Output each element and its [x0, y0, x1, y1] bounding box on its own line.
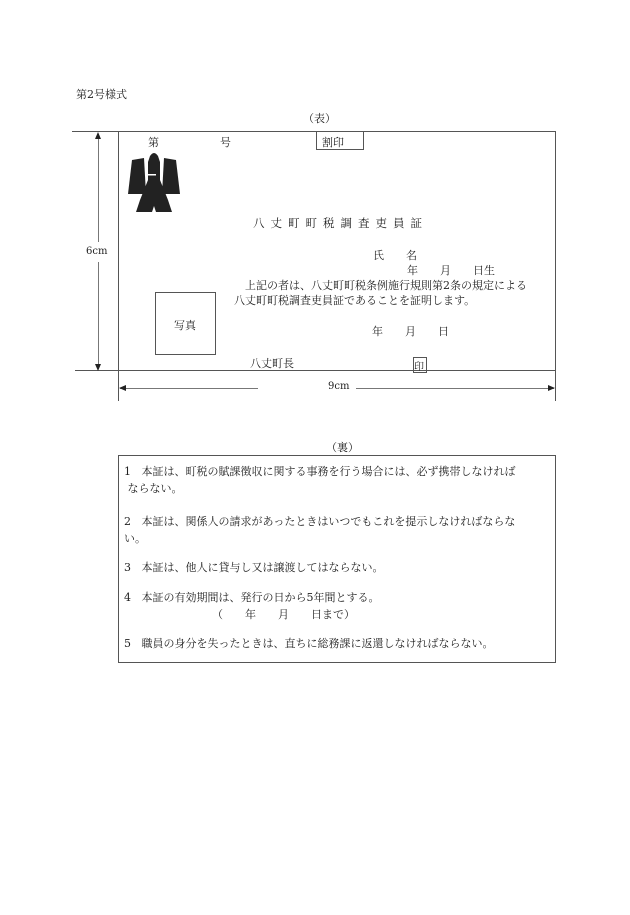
item-text: 本証の有効期間は、発行の日から5年間とする。	[141, 591, 380, 604]
card-right-border	[555, 131, 556, 401]
item-number: 3	[124, 561, 131, 574]
mayor-label: 八丈町長	[250, 357, 294, 370]
arrow-left-icon	[119, 385, 126, 391]
item-continuation: （ 年 月 日まで）	[212, 608, 355, 621]
mayor-seal-box	[413, 357, 427, 373]
item-text: 職員の身分を失ったときは、直ちに総務課に返還しなければならない。	[141, 637, 494, 650]
item-continuation: い。	[124, 532, 146, 545]
back-section-label: （裏）	[326, 441, 359, 454]
item-text: 本証は、他人に貸与し又は譲渡してはならない。	[141, 561, 384, 574]
birth-date-line: 年 月 日生	[407, 264, 495, 277]
item-number: 2	[124, 515, 131, 528]
form-label: 第2号様式	[76, 88, 127, 101]
photo-label: 写真	[174, 319, 196, 332]
certify-text-line1: 上記の者は、八丈町町税条例施行規則第2条の規定による	[245, 279, 527, 292]
back-item-3	[124, 559, 554, 576]
back-item-4	[124, 589, 554, 623]
arrow-up-icon	[95, 132, 101, 139]
card-bottom-border	[75, 370, 556, 371]
back-item-2	[124, 513, 554, 547]
photo-box	[155, 292, 216, 355]
town-emblem-icon	[124, 150, 184, 214]
arrow-down-icon	[95, 364, 101, 371]
item-number: 4	[124, 591, 131, 604]
card-left-border	[118, 131, 119, 401]
number-prefix: 第	[148, 136, 159, 149]
issue-date: 年 月 日	[372, 325, 449, 338]
mayor-seal-mark: 印	[414, 362, 424, 373]
name-label: 氏 名	[373, 249, 417, 262]
height-label: 6cm	[86, 246, 108, 257]
item-continuation: ならない。	[127, 482, 183, 495]
back-item-1	[124, 463, 554, 497]
item-number: 1	[124, 465, 131, 478]
front-section-label: （表）	[303, 112, 336, 125]
card-title: 八丈町町税調査吏員証	[253, 216, 428, 230]
item-text: 本証は、関係人の請求があったときはいつでもこれを提示しなければならな	[141, 515, 516, 528]
width-label: 9cm	[328, 381, 350, 392]
number-suffix: 号	[220, 136, 231, 149]
card-top-border	[72, 131, 556, 132]
split-seal-label: 割印	[322, 136, 344, 149]
split-seal-box	[316, 131, 364, 150]
arrow-right-icon	[548, 385, 555, 391]
item-number: 5	[124, 637, 131, 650]
item-text: 本証は、町税の賦課徴収に関する事務を行う場合には、必ず携帯しなければ	[141, 465, 516, 478]
certify-text-line2: 八丈町町税調査吏員証であることを証明します。	[234, 294, 476, 307]
back-item-5	[124, 635, 554, 652]
